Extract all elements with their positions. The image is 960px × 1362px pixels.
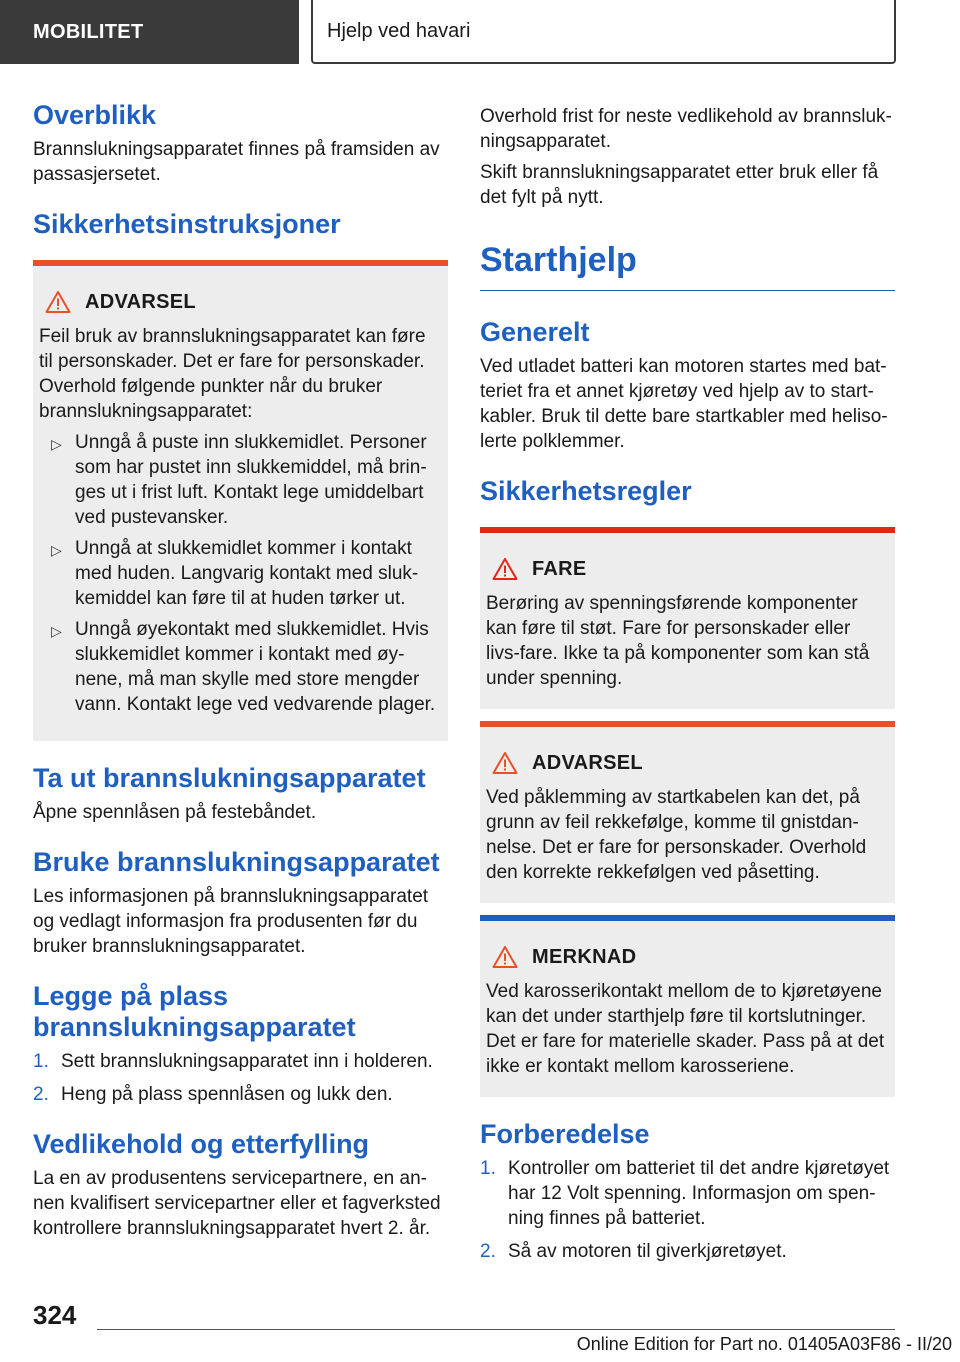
edition-label: Online Edition for Part no. 01405A03F86 - II/20 (576, 1334, 952, 1354)
warning-title-2: ADVARSEL (532, 751, 643, 774)
warning-text: Feil bruk av brannslukningsapparatet kan føre til personskader. Det er fare for personskader. Overhold følgende punkter når du bruker brannslukningsapparatet: (39, 326, 426, 422)
left-column (33, 100, 448, 1247)
note-text: Ved karosserikontakt mellom de to kjøretøyene kan det under starthjelp føre til kortslutninger. Det er fare for materielle skader. Pass på at det ikke er kontakt mellom karosseriene. (486, 981, 885, 1077)
prep-heading: Forberedelse (480, 1119, 650, 1149)
warning-title: ADVARSEL (85, 290, 196, 313)
warning-notice (33, 260, 448, 741)
general-text: Ved utladet batteri kan motoren startes med bat-teriet fra et annet kjøretøy ved hjelp av to start-kabler. Bruk til dette bare startkabler med heliso-lerte polklemmer. (480, 356, 888, 452)
note-title: MERKNAD (532, 945, 637, 968)
general-heading: Generelt (480, 317, 590, 347)
danger-triangle-icon (492, 557, 518, 581)
chapter-tab (311, 0, 896, 64)
warning-triangle-icon (492, 751, 518, 775)
overview-text: Brannslukningsapparatet finnes på framsiden av passasjersetet. (33, 139, 440, 185)
footer-divider (97, 1329, 895, 1330)
maintenance-replace-text: Skift brannslukningsapparatet etter bruk eller få det fylt på nytt. (480, 162, 879, 208)
note-triangle-icon (492, 945, 518, 969)
danger-notice (480, 527, 895, 709)
use-heading: Bruke brannslukningsapparatet (33, 847, 440, 877)
list-item: 2. Så av motoren til giverkjøretøyet. (480, 1241, 787, 1262)
maintenance-deadline-text: Overhold frist for neste vedlikehold av brannsluk-ningsapparatet. (480, 106, 892, 152)
prep-steps (480, 1156, 895, 1264)
overview-heading: Overblikk (33, 100, 157, 130)
list-item: ▷ Unngå å puste inn slukkemidlet. Personer som har pustet inn slukkemiddel, må brin-ges ut i frist luft. Kontakt lege umiddelbart ved pustevansker. (39, 430, 440, 530)
list-item: 1. Sett brannslukningsapparatet inn i holderen. (33, 1051, 433, 1072)
warning-notice-2 (480, 721, 895, 903)
triangle-bullet-icon: ▷ (51, 542, 62, 558)
chapter-label: Hjelp ved havari (327, 19, 471, 42)
jumpstart-heading: Starthjelp (480, 240, 895, 291)
maintenance-heading: Vedlikehold og etterfylling (33, 1129, 370, 1159)
place-steps (33, 1049, 448, 1107)
triangle-bullet-icon: ▷ (51, 623, 62, 639)
rules-heading: Sikkerhetsregler (480, 476, 692, 506)
danger-title: FARE (532, 557, 587, 580)
right-column (480, 104, 895, 1272)
note-notice (480, 915, 895, 1097)
triangle-bullet-icon: ▷ (51, 436, 62, 452)
take-out-text: Åpne spennlåsen på festebåndet. (33, 802, 317, 823)
list-item: 1. Kontroller om batteriet til det andre kjøretøyet har 12 Volt spenning. Informasjon om spen-ning finnes på batteriet. (480, 1158, 890, 1229)
take-out-heading: Ta ut brannslukningsapparatet (33, 763, 426, 793)
safety-heading: Sikkerhetsinstruksjoner (33, 209, 341, 239)
warning-bullets (39, 430, 440, 717)
page-number: 324 (33, 1300, 77, 1330)
list-item: ▷ Unngå at slukkemidlet kommer i kontakt med huden. Langvarig kontakt med sluk-kemiddel kan føre til at huden tørker ut. (39, 536, 440, 611)
warning-text-2: Ved påklemming av startkabelen kan det, på grunn av feil rekkefølge, komme til gnistdan-nelse. Det er fare for personskader. Overhold den korrekte rekkefølgen ved påsetting. (486, 787, 867, 883)
section-tab (0, 0, 299, 64)
section-label: MOBILITET (33, 20, 144, 43)
list-item: ▷ Unngå øyekontakt med slukkemidlet. Hvis slukkemidlet kommer i kontakt med øy-nene, må man skylle med store mengder vann. Kontakt lege ved vedvarende plager. (39, 617, 440, 717)
use-text: Les informasjonen på brannslukningsapparatet og vedlagt informasjon fra produsenten før du bruker brannslukningsapparatet. (33, 886, 429, 957)
list-item: 2. Heng på plass spennlåsen og lukk den. (33, 1084, 393, 1105)
danger-text: Berøring av spenningsførende komponenter kan føre til støt. Fare for personskader eller livs-fare. Ikke ta på komponenter som kan stå under spenning. (486, 593, 870, 689)
place-heading: Legge på plass brannslukningsapparatet (33, 981, 356, 1042)
maintenance-text: La en av produsentens servicepartnere, en an-nen kvalifisert servicepartner eller et fagverksted kontrollere brannslukningsapparatet hvert 2. år. (33, 1168, 441, 1239)
warning-triangle-icon (45, 290, 71, 314)
